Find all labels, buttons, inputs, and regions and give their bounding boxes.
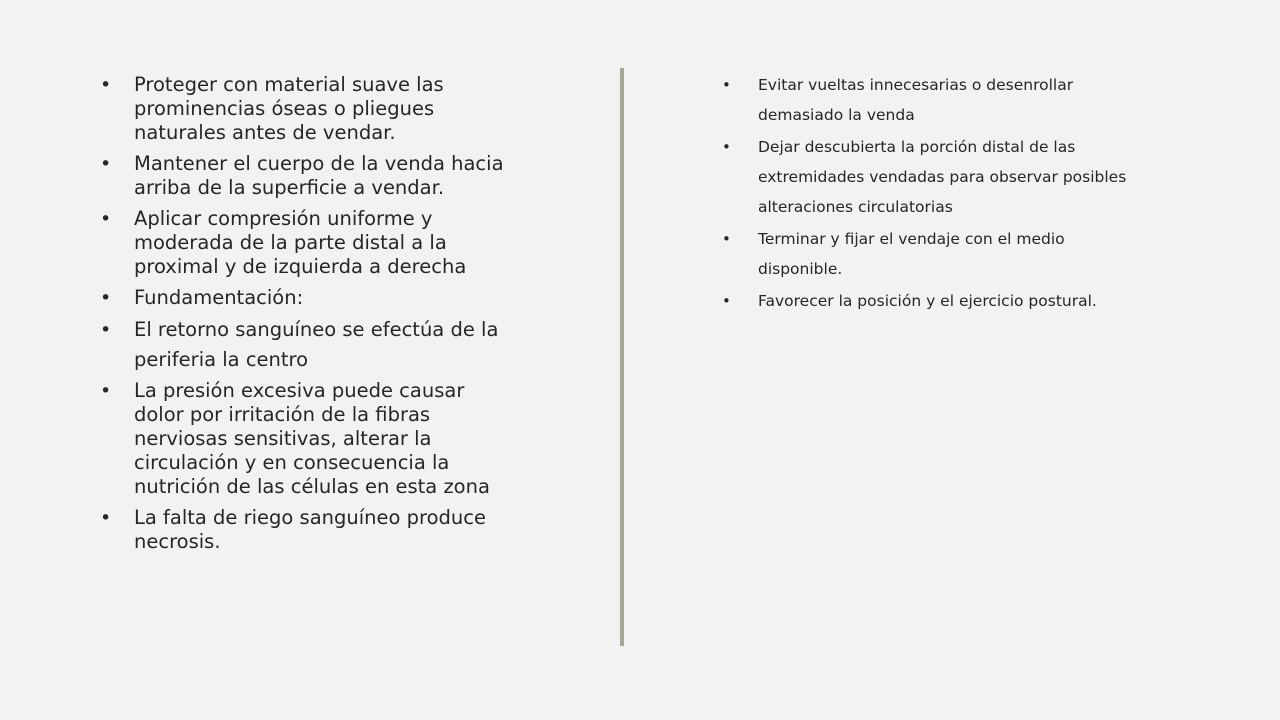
bullet-marker: • xyxy=(100,319,112,341)
right-bullet-list xyxy=(722,70,1142,318)
bullet-text: La falta de riego sanguíneo produce necrosis. xyxy=(134,506,487,553)
bullet-item xyxy=(722,224,1142,284)
bullet-text: La presión excesiva puede causar dolor por irritación de la fibras nerviosas sensitivas, alterar la circulación y en consecuencia la nutrición de las células en esta zona xyxy=(134,379,490,498)
bullet-item xyxy=(100,506,520,554)
bullet-marker: • xyxy=(722,76,731,94)
bullet-marker: • xyxy=(100,74,112,96)
bullet-item xyxy=(100,207,520,279)
bullet-marker: • xyxy=(100,507,112,529)
bullet-text: Evitar vueltas innecesarias o desenrollar demasiado la venda xyxy=(758,76,1074,124)
bullet-item xyxy=(100,379,520,499)
bullet-text: Proteger con material suave las prominencias óseas o pliegues naturales antes de vendar. xyxy=(134,73,444,144)
bullet-marker: • xyxy=(100,287,112,309)
bullet-item xyxy=(100,286,520,310)
bullet-text: Fundamentación: xyxy=(134,286,304,309)
bullet-item xyxy=(100,315,520,375)
bullet-item xyxy=(722,70,1142,130)
left-bullet-list xyxy=(100,73,520,561)
bullet-marker: • xyxy=(100,153,112,175)
column-divider xyxy=(620,68,624,646)
bullet-text: Dejar descubierta la porción distal de las extremidades vendadas para observar posibles alteraciones circulatorias xyxy=(758,138,1127,216)
bullet-item xyxy=(100,152,520,200)
bullet-marker: • xyxy=(100,208,112,230)
bullet-text: Mantener el cuerpo de la venda hacia arriba de la superficie a vendar. xyxy=(134,152,504,199)
bullet-text: Favorecer la posición y el ejercicio postural. xyxy=(758,292,1097,310)
bullet-text: Aplicar compresión uniforme y moderada de la parte distal a la proximal y de izquierda a derecha xyxy=(134,207,467,278)
bullet-marker: • xyxy=(722,292,731,310)
bullet-item xyxy=(722,286,1142,316)
bullet-marker: • xyxy=(100,380,112,402)
bullet-marker: • xyxy=(722,138,731,156)
bullet-item xyxy=(722,132,1142,222)
bullet-text: Terminar y fijar el vendaje con el medio disponible. xyxy=(758,230,1065,278)
bullet-text: El retorno sanguíneo se efectúa de la periferia la centro xyxy=(134,318,499,371)
bullet-marker: • xyxy=(722,230,731,248)
bullet-item xyxy=(100,73,520,145)
